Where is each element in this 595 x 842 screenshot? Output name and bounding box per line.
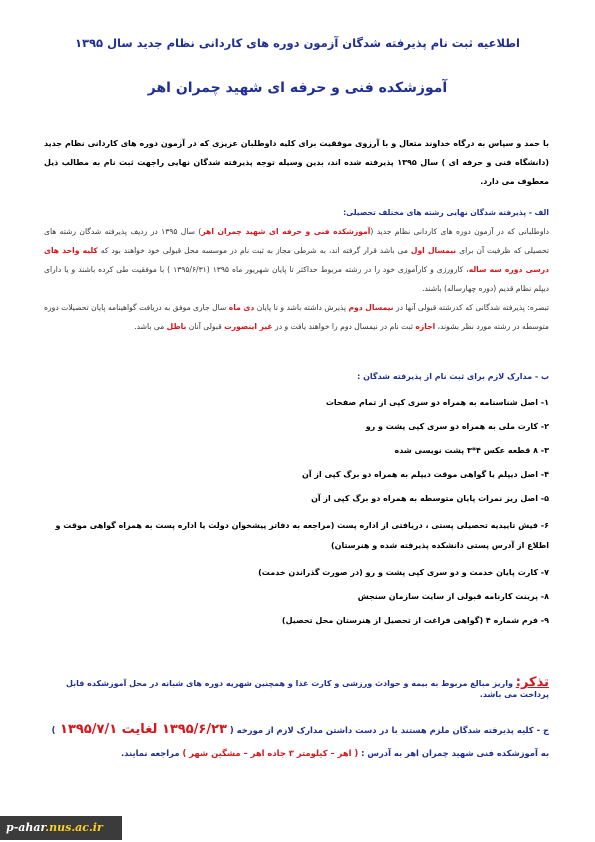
- list-item: ۸- پرینت کارنامه قبولی از سایت سازمان سنجش: [357, 592, 549, 601]
- section-c-line-1: ج - کلیه پذیرفته شدگان ملزم هستند با در دست داشتن مدارک لازم از مورخه ( ۱۳۹۵/۶/۲۳ لغایت ۱۳۹۵/۷/۱ ): [51, 722, 549, 737]
- section-a-paragraph-1: داوطلبانی که در آزمون دوره های کاردانی نظام جدید (آموزشکده فنی و حرفه ای شهید چمران اهر) سال ۱۳۹۵ در ردیف پذیرفته شدگان رشته های تحصیلی که ظرفیت آن برای نیمسال اول می باشد قرار گرفته اند، به شرطی مجاز به ثبت نام در موسسه محل قبولی خود خواهند بود که کلیه واحد های درسی دوره سه ساله، کارورزی و کارآموزی خود را در رشته مربوط حداکثر تا پایان شهریور ماه ۱۳۹۵ (۱۳۹۵/۶/۳۱ ) با موفقیت طی کرده باشند و یا دارای دیپلم نظام قدیم (دوره چهارساله) باشند.: [44, 227, 550, 293]
- list-item: ۲- کارت ملی به همراه دو سری کپی پشت و رو: [365, 422, 549, 431]
- intro-paragraph: با حمد و سپاس به درگاه خداوند متعال و با آرزوی موفقیت برای کلیه داوطلبان عزیزی که در آزمون دوره های کاردانی نظام جدید (دانشگاه فنی و حرفه ای ) سال ۱۳۹۵ پذیرفته شده اند، بدین وسیله توجه پذیرفته شدگان نهایی راجهت ثبت نام به مطالب ذیل معطوف می دارد.: [44, 139, 549, 186]
- website-badge[interactable]: [0, 816, 122, 840]
- list-item: ۳- ۸ قطعه عکس ۴*۳ پشت نویسی شده: [394, 446, 549, 455]
- list-item: ۶- فیش تاییدیه تحصیلی پستی ، دریافتی از اداره پست (مراجعه به دفاتر پیشخوان دولت یا اداره پست به همراه گواهی موقت و اطلاع از آدرس پستی دانشکده پذیرفته شده و هنرستان): [55, 521, 549, 550]
- list-item: ۵- اصل ریز نمرات پایان متوسطه به همراه دو برگ کپی از آن: [311, 494, 549, 503]
- registration-dates: ۱۳۹۵/۶/۲۳ لغایت ۱۳۹۵/۷/۱: [55, 722, 227, 737]
- list-item: ۹- فرم شماره ۴ (گواهی فراغت از تحصیل از هنرستان محل تحصیل): [281, 616, 549, 625]
- list-item: ۱- اصل شناسنامه به همراه دو سری کپی از تمام صفحات: [325, 398, 549, 407]
- section-b-heading: ب - مدارک لازم برای ثبت نام از پذیرفته شدگان :: [357, 372, 549, 381]
- note: [44, 675, 549, 699]
- section-a: [44, 203, 549, 336]
- page-subtitle: آموزشکده فنی و حرفه ای شهید چمران اهر: [147, 80, 448, 96]
- section-c-line-2: به آموزشکده فنی شهید چمران اهر به آدرس : ( اهر – کیلومتر ۳ جاده اهر – مشگین شهر ) مراجعه نمایند.: [121, 748, 549, 758]
- list-item: ۴- اصل دیپلم یا گواهی موقت دیپلم به همراه دو برگ کپی از آن: [302, 470, 549, 479]
- note-label: تذکر:: [515, 675, 549, 690]
- section-a-paragraph-2: تبصره: پذیرفته شدگانی که کدرشته قبولی آنها در نیمسال دوم پذیرش داشته باشد و تا پایان دی ماه سال جاری موفق به دریافت گواهینامه پایان تحصیلات دوره متوسطه در رشته مورد نظر بشوند، اجازه ثبت نام در نیمسال دوم را خواهند یافت و در غیر اینصورت قبولی آنان باطل می باشد.: [44, 303, 549, 331]
- website-url-suffix: .nus.ac.ir: [45, 821, 103, 834]
- note-text: واریز مبالغ مربوط به بیمه و حوادث ورزشی و کارت غذا و همچنین شهریه دوره های شبانه در محل آموزشکده قابل پرداخت می باشد.: [66, 679, 549, 699]
- section-a-heading: الف - پذیرفته شدگان نهایی رشته های مختلف تحصیلی:: [343, 208, 549, 217]
- list-item: ۷- کارت پایان خدمت و دو سری کپی پشت و رو (در صورت گذراندن خدمت): [258, 568, 549, 577]
- website-url-prefix: p-ahar: [6, 821, 46, 834]
- required-documents-list: [44, 396, 549, 638]
- address: ( اهر – کیلومتر ۳ جاده اهر – مشگین شهر ): [182, 748, 359, 758]
- page-title: اطلاعیه ثبت نام پذیرفته شدگان آزمون دوره های کاردانی نظام جدید سال ۱۳۹۵: [75, 36, 520, 50]
